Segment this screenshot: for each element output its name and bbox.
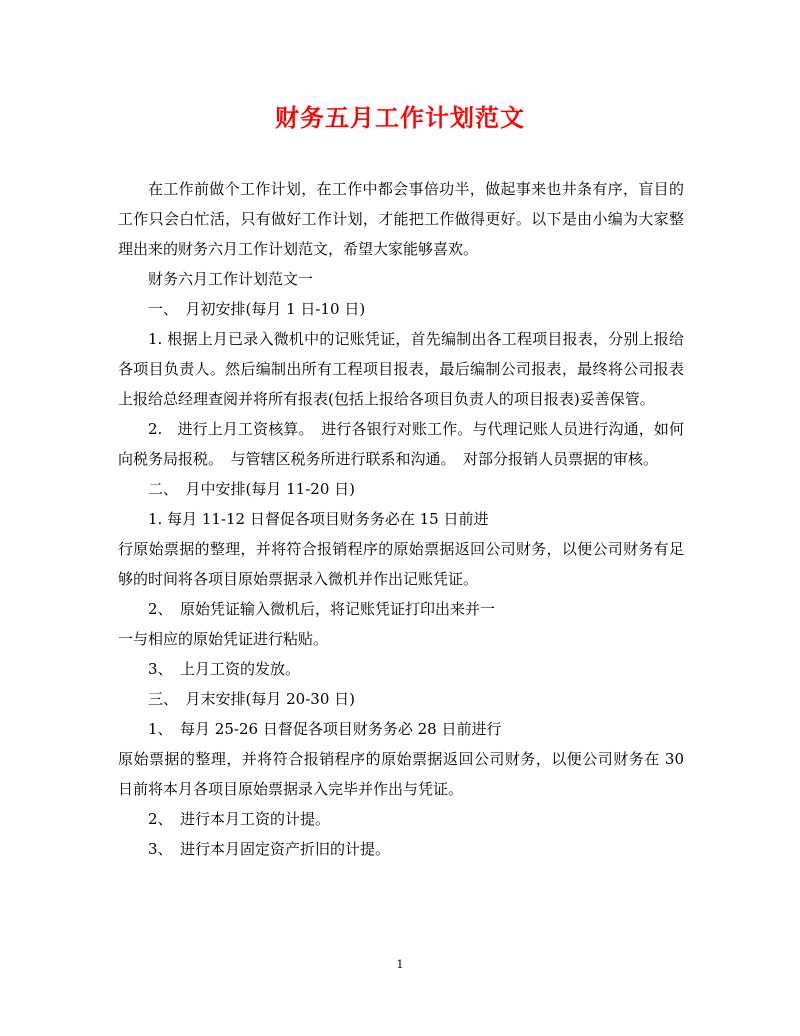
paragraph-mid-item-1-continued: 行原始票据的整理，并将符合报销程序的原始票据返回公司财务，以便公司财务有足够的时间将各项目原始票据录入微机并作出记账凭证。 <box>118 540 684 588</box>
paragraph-mid-item-2-line: 2、 原始凭证输入微机后，将记账凭证打印出来并一 <box>148 600 496 618</box>
paragraph-mid-item-1-line: 1. 每月 11-12 日督促各项目财务务必在 15 日前进 <box>148 510 489 528</box>
section-heading-early-month: 一、 月初安排(每月 1 日-10 日) <box>148 300 366 318</box>
paragraph-early-item-2: 2. 进行上月工资核算。 进行各银行对账工作。与代理记账人员进行沟通，如何向税务局报税。 与管辖区税务所进行联系和沟通。 对部分报销人员票据的审核。 <box>118 420 684 468</box>
paragraph-mid-item-2-continued: 一与相应的原始凭证进行粘贴。 <box>118 630 329 648</box>
paragraph-end-item-3: 3、 进行本月固定资产折旧的计提。 <box>148 840 391 858</box>
page-number: 1 <box>396 958 404 971</box>
section-heading-mid-month: 二、 月中安排(每月 11-20 日) <box>148 480 355 498</box>
paragraph-end-item-2: 2、 进行本月工资的计提。 <box>148 810 331 828</box>
section-heading-end-month: 三、 月末安排(每月 20-30 日) <box>148 690 355 708</box>
document-body <box>118 174 684 864</box>
paragraph-early-item-1: 1. 根据上月已录入微机中的记账凭证，首先编制出各工程项目报表，分别上报给各项目负责人。然后编制出所有工程项目报表，最后编制公司报表，最终将公司报表上报给总经理查阅并将所有报表(包括上报给各项目负责人的项目报表)妥善保管。 <box>118 330 684 408</box>
document-title: 财务五月工作计划范文 <box>275 103 525 132</box>
paragraph-mid-item-3: 3、 上月工资的发放。 <box>148 660 301 678</box>
section-heading-plan-one: 财务六月工作计划范文一 <box>148 270 314 288</box>
paragraph-end-item-1-continued: 原始票据的整理，并将符合报销程序的原始票据返回公司财务，以便公司财务在 30 日前将本月各项目原始票据录入完毕并作出与凭证。 <box>118 750 684 798</box>
paragraph-end-item-1-line: 1、 每月 25-26 日督促各项目财务务必 28 日前进行 <box>148 720 502 738</box>
intro-paragraph: 在工作前做个工作计划，在工作中都会事倍功半，做起事来也井条有序，盲目的工作只会白忙活，只有做好工作计划，才能把工作做得更好。以下是由小编为大家整理出来的财务六月工作计划范文，希望大家能够喜欢。 <box>118 180 684 258</box>
